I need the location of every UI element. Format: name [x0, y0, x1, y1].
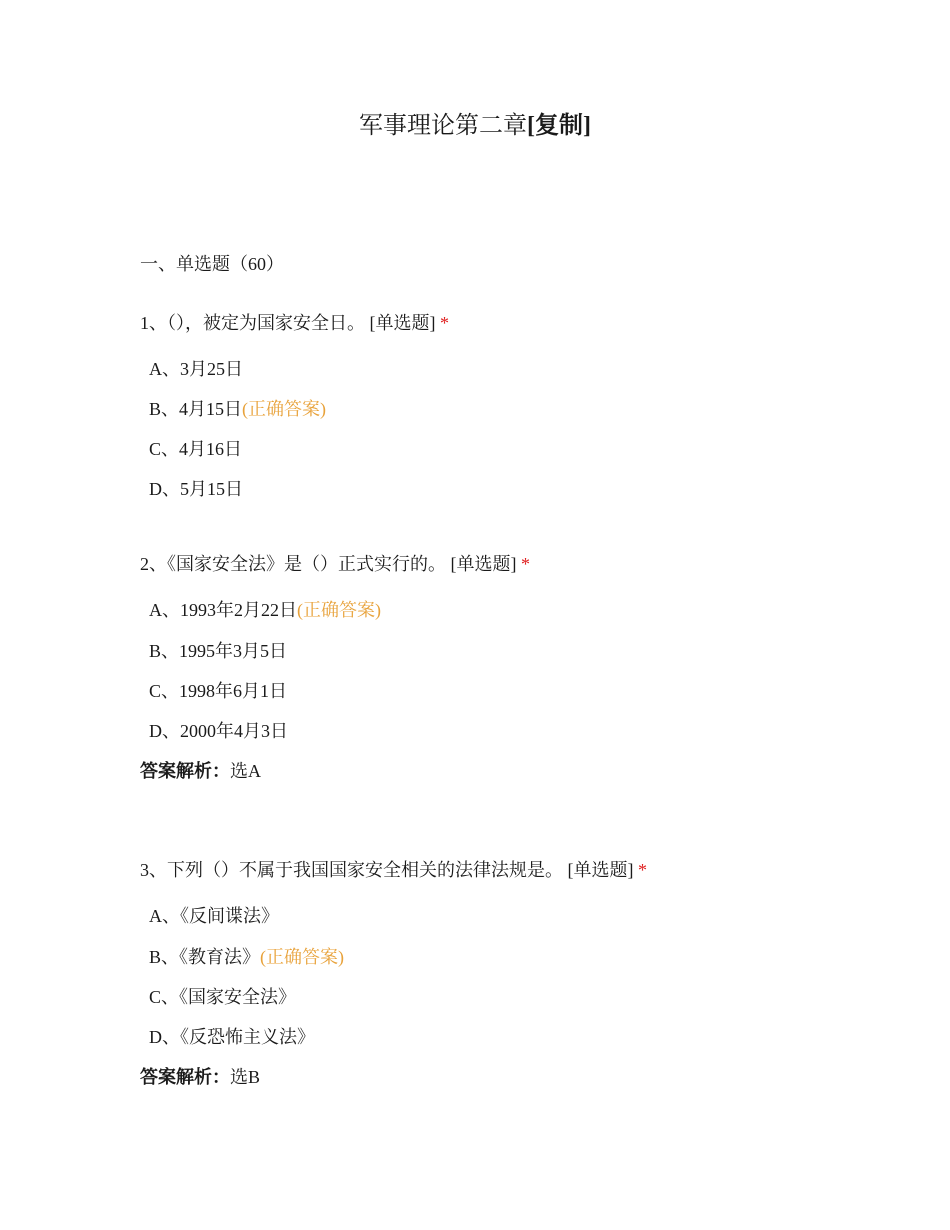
question-1-option-d: [149, 476, 243, 502]
question-1-option-d-text: D、5月15日: [149, 479, 243, 499]
question-1-text: 1、（），被定为国家安全日。: [140, 313, 365, 333]
question-2-option-d-text: D、2000年4月3日: [149, 721, 288, 741]
question-2-option-d: [149, 718, 288, 744]
question-3-analysis: [140, 1064, 260, 1090]
question-2-option-c-text: C、1998年6月1日: [149, 681, 288, 701]
question-2-option-c: [149, 678, 287, 704]
question-2-option-a: [149, 597, 381, 623]
question-1-option-b-text: B、4月15日: [149, 399, 243, 419]
question-3-option-b: [149, 944, 344, 970]
question-1-required-mark: *: [440, 313, 449, 333]
question-3-type-label: [单选题]: [567, 860, 634, 880]
question-3-title: [140, 857, 647, 883]
question-2-type-label: [单选题]: [450, 554, 517, 574]
document-title-main: 军事理论第二章: [359, 113, 527, 139]
question-1-type-label: [单选题]: [369, 313, 436, 333]
document-title: [0, 110, 950, 142]
question-3-required-mark: *: [638, 860, 647, 880]
question-2-option-b-text: B、1995年3月5日: [149, 641, 288, 661]
question-2-title: [140, 551, 530, 577]
question-3-text: 3、下列（）不属于我国国家安全相关的法律法规是。: [140, 860, 563, 880]
question-2-required-mark: *: [521, 554, 530, 574]
question-3-option-a-text: A、《反间谍法》: [149, 906, 279, 926]
question-2-option-a-text: A、1993年2月22日: [149, 600, 297, 620]
correct-answer-mark: (正确答案): [297, 600, 381, 620]
question-3-option-d-text: D、《反恐怖主义法》: [149, 1027, 315, 1047]
question-3-option-a: [149, 903, 279, 929]
question-3-option-d: [149, 1024, 315, 1050]
question-2-option-b: [149, 638, 287, 664]
question-1-option-a: [149, 356, 243, 382]
question-2-analysis-text: 选A: [230, 761, 261, 781]
document-title-suffix: [复制]: [527, 113, 591, 139]
question-1-option-b: [149, 396, 326, 422]
analysis-label: 答案解析：: [140, 1067, 230, 1087]
question-2-text: 2、《国家安全法》是（）正式实行的。: [140, 554, 446, 574]
correct-answer-mark: (正确答案): [242, 399, 327, 419]
question-3-option-c: [149, 984, 296, 1010]
question-3-option-c-text: C、《国家安全法》: [149, 987, 297, 1007]
question-2-analysis: [140, 758, 261, 784]
analysis-label: 答案解析：: [140, 761, 230, 781]
question-3-option-b-text: B、《教育法》: [149, 947, 261, 967]
question-3-analysis-text: 选B: [230, 1067, 261, 1087]
question-1-option-c: [149, 436, 242, 462]
correct-answer-mark: (正确答案): [260, 947, 345, 967]
question-1-option-a-text: A、3月25日: [149, 359, 243, 379]
section-heading: 一、单选题（60）: [140, 254, 284, 274]
question-1-option-c-text: C、4月16日: [149, 439, 243, 459]
question-1-title: [140, 310, 449, 336]
